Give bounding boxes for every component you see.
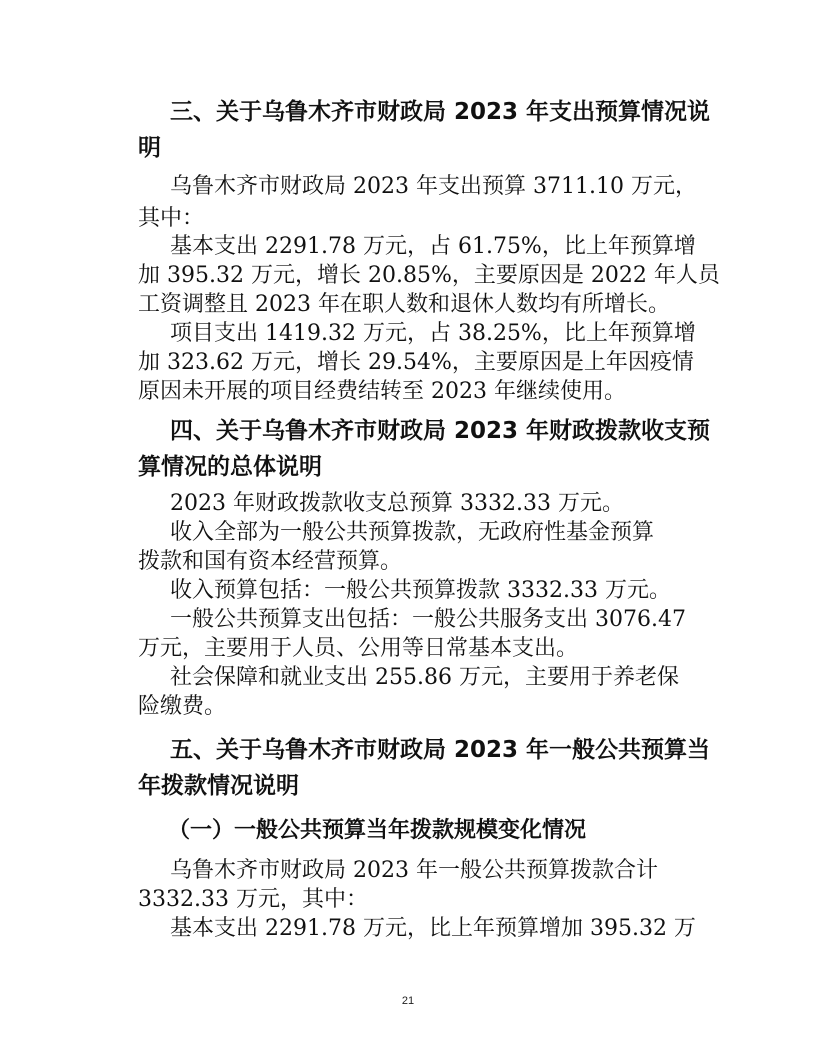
- paragraph-line: 工资调整且 2023 年在职人数和退休人数均有所增长。: [138, 292, 670, 317]
- paragraph-line: 收入预算包括：一般公共预算拨款 3332.33 万元。: [170, 578, 671, 603]
- section-4-heading: 四、关于乌鲁木齐市财政局 2023 年财政拨款收支预: [170, 418, 711, 444]
- paragraph-line: 其中：: [138, 206, 205, 231]
- paragraph-line: 原因未开展的项目经费结转至 2023 年继续使用。: [138, 379, 626, 404]
- paragraph-line: 项目支出 1419.32 万元，占 38.25%，比上年预算增: [170, 321, 696, 346]
- paragraph-line: 基本支出 2291.78 万元，占 61.75%，比上年预算增: [170, 234, 696, 259]
- section-3-heading-cont: 明: [138, 135, 161, 161]
- paragraph-line: 收入全部为一般公共预算拨款，无政府性基金预算: [170, 520, 655, 545]
- section-5-heading-cont: 年拨款情况说明: [138, 773, 299, 799]
- paragraph-line: 险缴费。: [138, 694, 227, 719]
- section-3-heading: 三、关于乌鲁木齐市财政局 2023 年支出预算情况说: [170, 99, 711, 125]
- section-4-heading-cont: 算情况的总体说明: [138, 454, 322, 480]
- page-number: 21: [401, 995, 415, 1007]
- paragraph-line: 3332.33 万元，其中：: [138, 887, 368, 912]
- paragraph-line: 万元，主要用于人员、公用等日常基本支出。: [138, 636, 579, 661]
- paragraph-line: 社会保障和就业支出 255.86 万元，主要用于养老保: [170, 665, 679, 690]
- section-5-heading: 五、关于乌鲁木齐市财政局 2023 年一般公共预算当: [170, 737, 711, 763]
- paragraph-line: 基本支出 2291.78 万元，比上年预算增加 395.32 万: [170, 916, 696, 941]
- paragraph-line: 一般公共预算支出包括：一般公共服务支出 3076.47: [170, 607, 686, 632]
- paragraph-line: 拨款和国有资本经营预算。: [138, 549, 403, 574]
- paragraph-line: 加 395.32 万元，增长 20.85%，主要原因是 2022 年人员: [138, 263, 720, 288]
- paragraph-line: 加 323.62 万元，增长 29.54%，主要原因是上年因疫情: [138, 350, 694, 375]
- subsection-1-heading: （一）一般公共预算当年拨款规模变化情况: [168, 818, 587, 843]
- paragraph-line: 乌鲁木齐市财政局 2023 年支出预算 3711.10 万元，: [170, 174, 697, 199]
- paragraph-line: 2023 年财政拨款收支总预算 3332.33 万元。: [170, 491, 624, 516]
- paragraph-line: 乌鲁木齐市财政局 2023 年一般公共预算拨款合计: [170, 858, 658, 883]
